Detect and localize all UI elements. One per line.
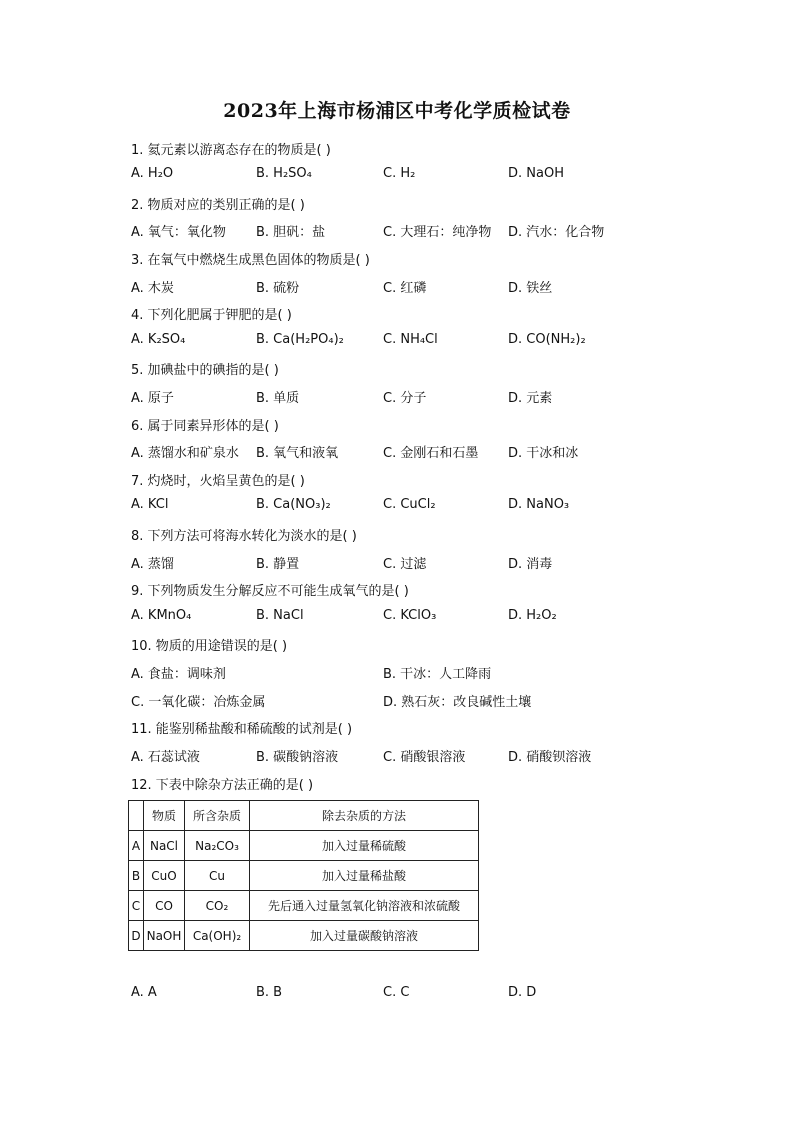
question-stem: 6. 属于同素异形体的是( ) <box>131 419 279 434</box>
option-d: D. 干冰和冰 <box>508 446 579 461</box>
option-b: B. H₂SO₄ <box>256 166 312 181</box>
table-cell: CO₂ <box>185 891 250 921</box>
table-cell: B <box>129 861 144 891</box>
question-stem: 4. 下列化肥属于钾肥的是( ) <box>131 308 292 323</box>
option-a: A. 原子 <box>131 391 174 406</box>
option-a: A. 食盐：调味剂 <box>131 667 226 682</box>
page-title: 2023年上海市杨浦区中考化学质检试卷 <box>223 100 571 122</box>
option-d: D. D <box>508 985 537 1000</box>
option-row <box>131 277 651 297</box>
option-a: A. KMnO₄ <box>131 608 192 623</box>
option-c: C. C <box>383 985 410 1000</box>
table-header-cell: 除去杂质的方法 <box>250 801 479 831</box>
option-c: C. 分子 <box>383 391 427 406</box>
table-cell: 加入过量稀硫酸 <box>250 831 479 861</box>
option-b: B. 干冰：人工降雨 <box>383 667 492 682</box>
question-stem: 5. 加碘盐中的碘指的是( ) <box>131 363 279 378</box>
table-header-cell <box>129 801 144 831</box>
question-stem: 8. 下列方法可将海水转化为淡水的是( ) <box>131 529 357 544</box>
option-a: A. 石蕊试液 <box>131 750 200 765</box>
table-row <box>129 831 479 861</box>
option-b: B. Ca(NO₃)₂ <box>256 497 331 512</box>
option-d: D. 消毒 <box>508 557 553 572</box>
option-row <box>131 985 651 1005</box>
option-c: C. NH₄Cl <box>383 332 438 347</box>
option-b: B. 单质 <box>256 391 300 406</box>
option-a: A. H₂O <box>131 166 174 181</box>
option-c: C. H₂ <box>383 166 416 181</box>
table-row <box>129 891 479 921</box>
option-d: D. NaOH <box>508 166 564 181</box>
option-d: D. H₂O₂ <box>508 608 557 623</box>
option-b: B. 静置 <box>256 557 300 572</box>
option-b: B. 碳酸钠溶液 <box>256 750 339 765</box>
option-c: C. 金刚石和石墨 <box>383 446 479 461</box>
option-d: D. 熟石灰：改良碱性土壤 <box>383 695 532 710</box>
option-c: C. KClO₃ <box>383 608 437 623</box>
table-cell: Na₂CO₃ <box>185 831 250 861</box>
option-a: A. KCl <box>131 497 169 512</box>
impurity-table <box>128 800 479 951</box>
option-row <box>131 221 651 241</box>
question-stem: 12. 下表中除杂方法正确的是( ) <box>131 778 314 793</box>
table-cell: 加入过量碳酸钠溶液 <box>250 921 479 951</box>
option-b: B. 氧气和液氧 <box>256 446 339 461</box>
table-row <box>129 861 479 891</box>
question-stem: 3. 在氧气中燃烧生成黑色固体的物质是( ) <box>131 253 370 268</box>
option-row <box>131 746 651 766</box>
table-cell: CO <box>144 891 185 921</box>
option-c: C. 硝酸银溶液 <box>383 750 466 765</box>
option-row <box>131 166 651 186</box>
table-cell: A <box>129 831 144 861</box>
option-d: D. 汽水：化合物 <box>508 225 605 240</box>
option-d: D. CO(NH₂)₂ <box>508 332 586 347</box>
option-b: B. NaCl <box>256 608 304 623</box>
table-row <box>129 921 479 951</box>
option-c: C. 红磷 <box>383 281 427 296</box>
option-b: B. 胆矾：盐 <box>256 225 326 240</box>
option-row <box>131 691 651 711</box>
option-a: A. 蒸馏 <box>131 557 174 572</box>
option-a: A. 蒸馏水和矿泉水 <box>131 446 239 461</box>
option-b: B. B <box>256 985 283 1000</box>
option-row <box>131 497 651 517</box>
option-a: A. K₂SO₄ <box>131 332 186 347</box>
option-b: B. 硫粉 <box>256 281 300 296</box>
option-a: A. 氧气：氧化物 <box>131 225 226 240</box>
option-d: D. 铁丝 <box>508 281 553 296</box>
table-cell: CuO <box>144 861 185 891</box>
table-cell: C <box>129 891 144 921</box>
table-cell: Cu <box>185 861 250 891</box>
option-c: C. 一氧化碳：冶炼金属 <box>131 695 266 710</box>
option-c: C. 过滤 <box>383 557 427 572</box>
table-header-cell: 所含杂质 <box>185 801 250 831</box>
option-row <box>131 387 651 407</box>
table-cell: NaOH <box>144 921 185 951</box>
option-c: C. CuCl₂ <box>383 497 436 512</box>
table-cell: NaCl <box>144 831 185 861</box>
option-d: D. 硝酸钡溶液 <box>508 750 592 765</box>
question-stem: 9. 下列物质发生分解反应不可能生成氧气的是( ) <box>131 584 409 599</box>
question-stem: 2. 物质对应的类别正确的是( ) <box>131 198 305 213</box>
option-row <box>131 663 651 683</box>
option-row <box>131 608 651 628</box>
option-d: D. NaNO₃ <box>508 497 570 512</box>
question-stem: 1. 氦元素以游离态存在的物质是( ) <box>131 143 331 158</box>
option-row <box>131 332 651 352</box>
table-cell: 先后通入过量氢氧化钠溶液和浓硫酸 <box>250 891 479 921</box>
question-stem: 10. 物质的用途错误的是( ) <box>131 639 288 654</box>
option-row <box>131 442 651 462</box>
table-cell: D <box>129 921 144 951</box>
option-a: A. A <box>131 985 157 1000</box>
option-a: A. 木炭 <box>131 281 174 296</box>
table-header-cell: 物质 <box>144 801 185 831</box>
table-header-row <box>129 801 479 831</box>
table-cell: Ca(OH)₂ <box>185 921 250 951</box>
option-row <box>131 553 651 573</box>
table-cell: 加入过量稀盐酸 <box>250 861 479 891</box>
option-b: B. Ca(H₂PO₄)₂ <box>256 332 344 347</box>
option-c: C. 大理石：纯净物 <box>383 225 492 240</box>
question-stem: 11. 能鉴别稀盐酸和稀硫酸的试剂是( ) <box>131 722 353 737</box>
question-stem: 7. 灼烧时，火焰呈黄色的是( ) <box>131 474 305 489</box>
option-d: D. 元素 <box>508 391 553 406</box>
